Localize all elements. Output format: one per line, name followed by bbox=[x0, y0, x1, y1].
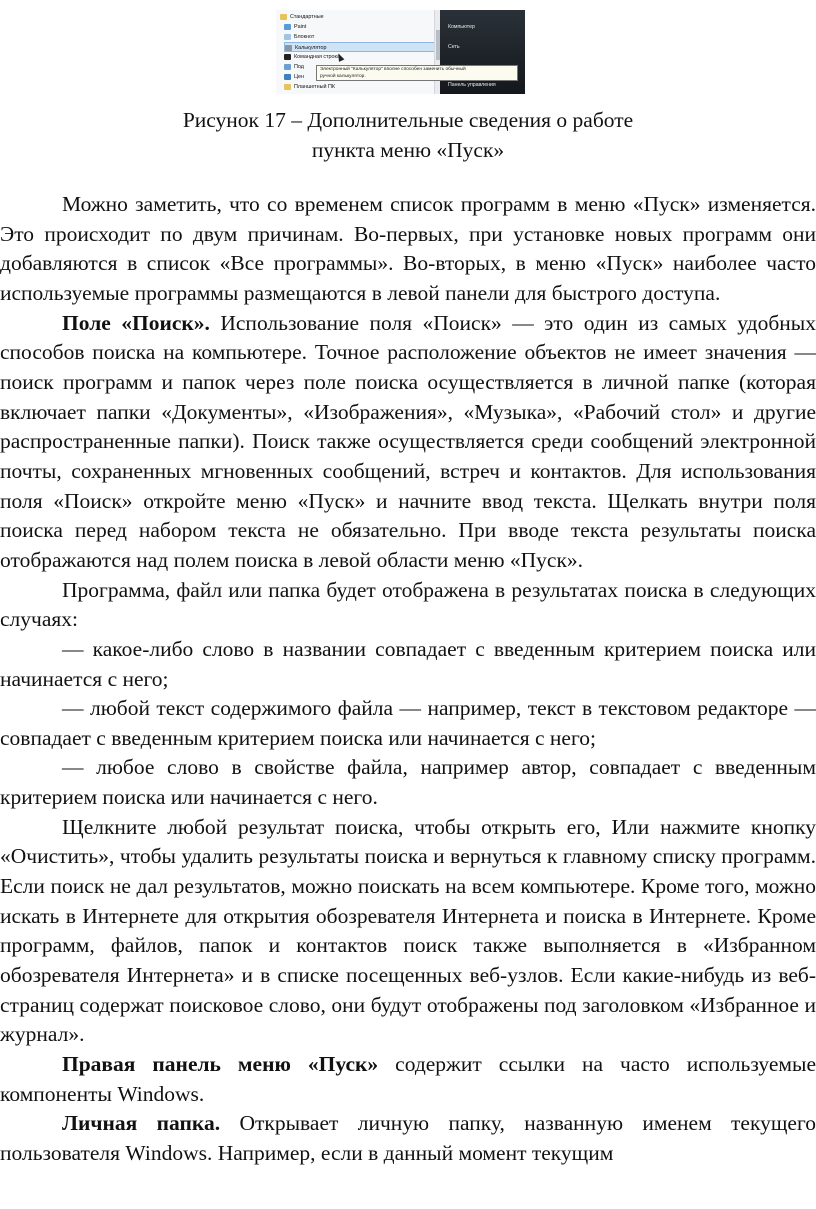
paragraph-search-cases: Программа, файл или папка будет отображена в результатах поиска в следующих случаях: bbox=[0, 577, 816, 632]
console-icon bbox=[284, 54, 291, 60]
notepad-icon bbox=[284, 34, 291, 40]
program-item-command-prompt: Командная строка bbox=[284, 52, 439, 62]
program-item-notepad: Блокнот bbox=[284, 32, 439, 42]
program-item-partial-2: Цен bbox=[284, 72, 439, 82]
paragraph-search-results: Щелкните любой результат поиска, чтобы открыть его, Или нажмите кнопку «Очистить», чтобы удалить результаты поиска и вернуться к главному списку программ. Если поиск не дал результатов, можно поискать на всем компьютере. Кроме того, можно искать в Интернете для открытия обозревателя Интернета и поиска в Интернете. Кроме программ, файлов, папок и контактов поиск также выполняется в «Избранном обозревателя Интернета» и в списке посещенных веб-узлов. Если какие-нибудь из веб-страниц содержат поисковое слово, они будут отображены под заголовком «Избранное и журнал». bbox=[0, 814, 816, 1047]
app-icon bbox=[284, 64, 291, 70]
program-item-partial-1: Под bbox=[284, 62, 439, 72]
folder-icon bbox=[284, 84, 291, 90]
figure-caption-line-2: пункта меню «Пуск» bbox=[311, 138, 505, 162]
program-item-tablet-pc: Планшетный ПК bbox=[284, 82, 439, 92]
paragraph-personal-folder: Личная папка. Открывает личную папку, названную именем текущего пользователя Windows. Например, если в данный момент текущим bbox=[0, 1111, 816, 1165]
calculator-icon bbox=[285, 45, 292, 51]
list-item-name-match: — какое-либо слово в названии совпадает с введенным критерием поиска или начинается с него; bbox=[0, 636, 816, 691]
tooltip-line-2: ручной калькулятор. bbox=[320, 74, 366, 79]
heading-search-field: Поле «Поиск». bbox=[62, 310, 210, 335]
program-item-accessories: Стандартные bbox=[280, 12, 435, 22]
tooltip-line-1: Электронный "Калькулятор" вполне способен заменить обычный bbox=[320, 67, 466, 72]
start-menu-screenshot bbox=[276, 10, 525, 94]
program-item-calculator: Калькулятор bbox=[284, 42, 439, 52]
right-item-control-panel: Панель управления bbox=[448, 82, 496, 88]
paragraph-start-menu-changes: Можно заметить, что со временем список программ в меню «Пуск» изменяется. Это происходит по двум причинам. Во-первых, при установке новых программ они добавляются в список «Все программы». Во-вторых, в меню «Пуск» наиболее часто используемые программы размещаются в левой панели для быстрого доступа. bbox=[0, 192, 816, 305]
folder-icon bbox=[280, 14, 287, 20]
heading-personal-folder: Личная папка. bbox=[62, 1111, 221, 1136]
programs-list-panel bbox=[276, 10, 440, 94]
list-item-content-match: — любой текст содержимого файла — например, текст в текстовом редакторе — совпадает с введенным критерием поиска или начинается с него; bbox=[0, 696, 816, 750]
right-item-network: Сеть bbox=[448, 44, 460, 50]
start-menu-right-panel bbox=[440, 10, 525, 94]
paint-icon bbox=[284, 24, 291, 30]
list-item-property-match: — любое слово в свойстве файла, например автор, совпадает с введенным критерием поиска или начинается с него. bbox=[0, 755, 816, 810]
program-item-paint: Paint bbox=[284, 22, 439, 32]
figure-caption-line-1: Рисунок 17 – Дополнительные сведения о работе bbox=[182, 108, 634, 132]
app-icon bbox=[284, 74, 291, 80]
document-body bbox=[0, 190, 816, 1169]
calculator-tooltip bbox=[316, 65, 518, 81]
paragraph-right-panel: Правая панель меню «Пуск» содержит ссылки на часто используемые компоненты Windows. bbox=[0, 1052, 816, 1106]
right-item-computer: Компьютер bbox=[448, 24, 475, 30]
heading-right-panel: Правая панель меню «Пуск» bbox=[62, 1052, 379, 1077]
paragraph-search-field: Поле «Поиск». Использование поля «Поиск» — это один из самых удобных способов поиска на компьютере. Точное расположение объектов не имеет значения — поиск программ и папок через поле поиска осуществляется в личной папке (которая включает папки «Документы», «Изображения», «Музыка», «Рабочий стол» и другие распространенные папки). Поиск также осуществляется среди сообщений электронной почты, сохраненных мгновенных сообщений, встреч и контактов. Для использования поля «Поиск» откройте меню «Пуск» и начните ввод текста. Щелкать внутри поля поиска перед набором текста не обязательно. При вводе текста результаты поиска отображаются над полем поиска в левой области меню «Пуск». bbox=[0, 310, 816, 572]
